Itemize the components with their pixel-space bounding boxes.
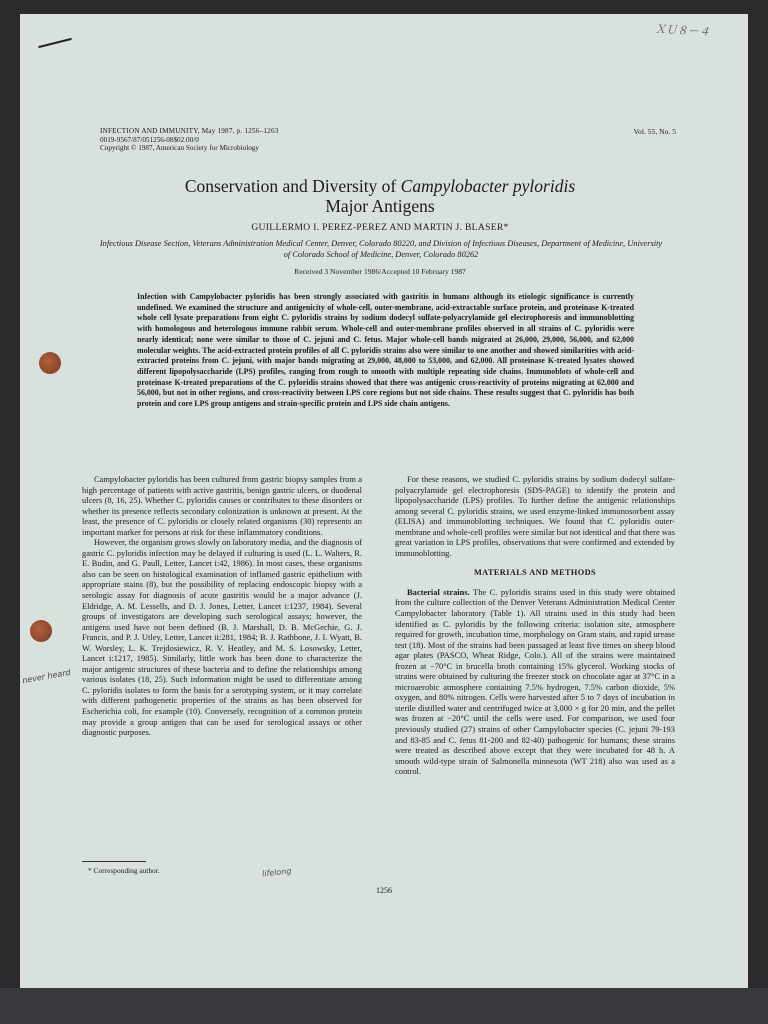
journal-header — [100, 127, 279, 153]
right-column — [395, 474, 675, 777]
abstract: Infection with Campylobacter pyloridis has been strongly associated with gastritis in humans although its etiologic significance is currently undefined. We examined the structure and antigenicity of whole-cell, outer-membrane, acid-extractable surface protein, and proteinase K-treated whole cell lysate preparations from eight C. pyloridis strains by sodium dodecyl sulfate-polyacrylamide gel electrophoresis and immunoblotting with homologous and heterologous immune rabbit serum. Whole-cell and outer-membrane profiles observed in all strains of C. pyloridis were nearly identical; none were similar to those of C. jejuni and C. fetus. Major whole-cell bands migrated at 26,000, 29,000, 56,000, and 62,000 molecular weights. The acid-extracted protein profiles of all C. pyloridis strains also were similar to one another and showed similarities with acid-extracted proteins from C. jejuni, with major bands migrating at 29,000, 48,000 to 53,000, and 62,000. All proteinase K-treated lysates showed different lipopolysaccharide (LPS) profiles, ranging from rough to smooth with multiple repeating side chains. Immunoblots of whole-cell and proteinase K-treated preparations of the C. pyloridis strains showed that there was antigenic cross-reactivity of proteins migrating at 62,000 and 56,000, but not in other regions, and cross-reactivity between LPS core regions but not side chains. These results suggest that C. pyloridis has both protein and core LPS group antigens and strain-specific protein and LPS side chain antigens. — [137, 292, 634, 409]
margin-handwritten-note: never heard — [21, 667, 72, 686]
methods-paragraph-1 — [395, 587, 675, 777]
footnote: * Corresponding author. — [88, 866, 160, 875]
received-dates: Received 3 November 1986/Accepted 10 February 1987 — [294, 267, 466, 276]
title-part-a: Conservation and Diversity of — [184, 176, 401, 196]
article-title — [100, 176, 660, 216]
intro-paragraph-2: However, the organism grows slowly on laboratory media, and the diagnosis of gastric C. pyloridis infection may be delayed if culturing is used (L. L. Walters, R. E. Budin, and G. Paull, Letter, Lancet i:42, 1986). In most cases, these organisms also can be seen on histological examination of inflamed gastric epithelium with appropriate stains (8), but the possibility of replacing endoscopic biopsy with a serologic assay for diagnosis of acute gastritis would be a major advance (J. Eldridge, A. M. Lessells, and D. J. Jones, Letter, Lancet i:1237, 1984). Several groups of investigators are developing such serological assays; however, the antigens used have not been defined (B. J. Marshall, D. B. McGechie, G. J. Francis, and P. J. Utley, Letter, Lancet ii:281, 1984; B. J. Rathbone, J. I. Wyatt, B. W. Worsley, L. K. Trejdosiewicz, R. V. Heatley, and M. S. Losowsky, Letter, Lancet i:1217, 1985). Similarly, little work has been done to characterize the major antigenic structures of these bacteria and to define the relationships among various isolates (18, 25). Such information might be used to differentiate among C. pyloridis isolates to form the basis for a serotyping system, or it may correlate with different pathogenetic properties of the strains as has been observed for Escherichia coli, for example (10). Conversely, recognition of a common protein may provide a group antigen that can be used for serological assays or other diagnostic purposes. — [82, 537, 362, 738]
intro-paragraph-3: For these reasons, we studied C. pyloridis strains by sodium dodecyl sulfate-polyacrylamide gel electrophoresis (SDS-PAGE) to identify the protein and lipopolysaccharide (LPS) profiles. To further define the antigenic relationships among several C. pyloridis strains, we used enzyme-linked immunosorbent assay (ELISA) and immunoblotting techniques. We found that C. pyloridis outer-membrane and whole-cell profiles were similar but not identical and that there was great variation in LPS profiles, observations that were confirmed and extended by immunoblotting. — [395, 474, 675, 558]
footnote-rule — [82, 861, 146, 862]
journal-code: 0019-9567/87/051256-08$02.00/0 — [100, 135, 199, 144]
methods-paragraph-1-text: The C. pyloridis strains used in this study were obtained from the culture collection of the Denver Veterans Administration Medical Center Campylobacter laboratory (Table 1). All strains used in this study had been identified as C. pyloridis by the following criteria: isolation site, atmosphere required for growth, incubation time, morphology on Gram stain, and rapid urease test (18). Most of the strains had been passaged at least five times on sheep blood agar plates (PASCO, Wheat Ridge, Colo.). All of the strains were maintained frozen at −70°C in brucella broth containing 15% glycerol. Working stocks of strains were obtained by culturing the freezer stock on chocolate agar at 37°C in a microaerobic atmosphere containing 7.5% hydrogen, 7.5% carbon dioxide, 5% oxygen, and 80% nitrogen. Cells were harvested after 5 to 7 days of incubation in sterile distilled water and centrifuged twice at 3,000 × g for 20 min, and the pellet was frozen at −20°C until the cells were used. For comparison, we used four previously studied (27) strains of other Campylobacter species (C. jejuni 79-193 and 83-85 and C. fetus 81-200 and 82-40) pathogenic for humans; these strains were treated as described above except that they were incubated for 48 h. A smooth wild-type strain of Salmonella minnesota (WT 218) also was used as a control. — [395, 586, 675, 777]
volume-number: Vol. 55, No. 5 — [633, 127, 676, 136]
left-column — [82, 474, 362, 738]
section-heading-methods: MATERIALS AND METHODS — [473, 568, 597, 578]
author-list: GUILLERMO I. PEREZ-PEREZ AND MARTIN J. BLASER* — [251, 222, 509, 233]
copyright-line: Copyright © 1987, American Society for Microbiology — [100, 144, 259, 152]
page-number: 1256 — [376, 886, 392, 895]
title-line-2: Major Antigens — [325, 196, 435, 216]
journal-citation: INFECTION AND IMMUNITY, May 1987, p. 1256–1263 — [100, 127, 279, 135]
affiliation: Infectious Disease Section, Veterans Administration Medical Center, Denver, Colorado 80220, and Division of Infectious Diseases, Department of Medicine, University of Colorado School of Medicine, Denver, Colorado 80262 — [99, 239, 663, 259]
corner-handwritten-note: ＸＵ８ー４ — [654, 22, 711, 39]
punch-hole-top — [39, 352, 61, 374]
title-part-b: Campylobacter pyloridis — [400, 176, 576, 196]
subsection-runin-heading: Bacterial strains. — [407, 586, 470, 597]
intro-paragraph-1: Campylobacter pyloridis has been cultured from gastric biopsy samples from a high percentage of patients with active gastritis, benign gastric ulcers, or duodenal ulcers (8, 16, 25). Whether C. pyloridis causes or contributes to these disorders or whether its presence reflects secondary colonization is unknown at present. At the least, the presence of C. pyloridis or closely related organisms (30) represents an important marker for persons at risk for these inflammatory conditions. — [82, 474, 362, 537]
photo-background — [0, 988, 768, 1024]
punch-hole-bottom — [30, 620, 52, 642]
bottom-handwritten-note: lifelong — [261, 866, 292, 879]
